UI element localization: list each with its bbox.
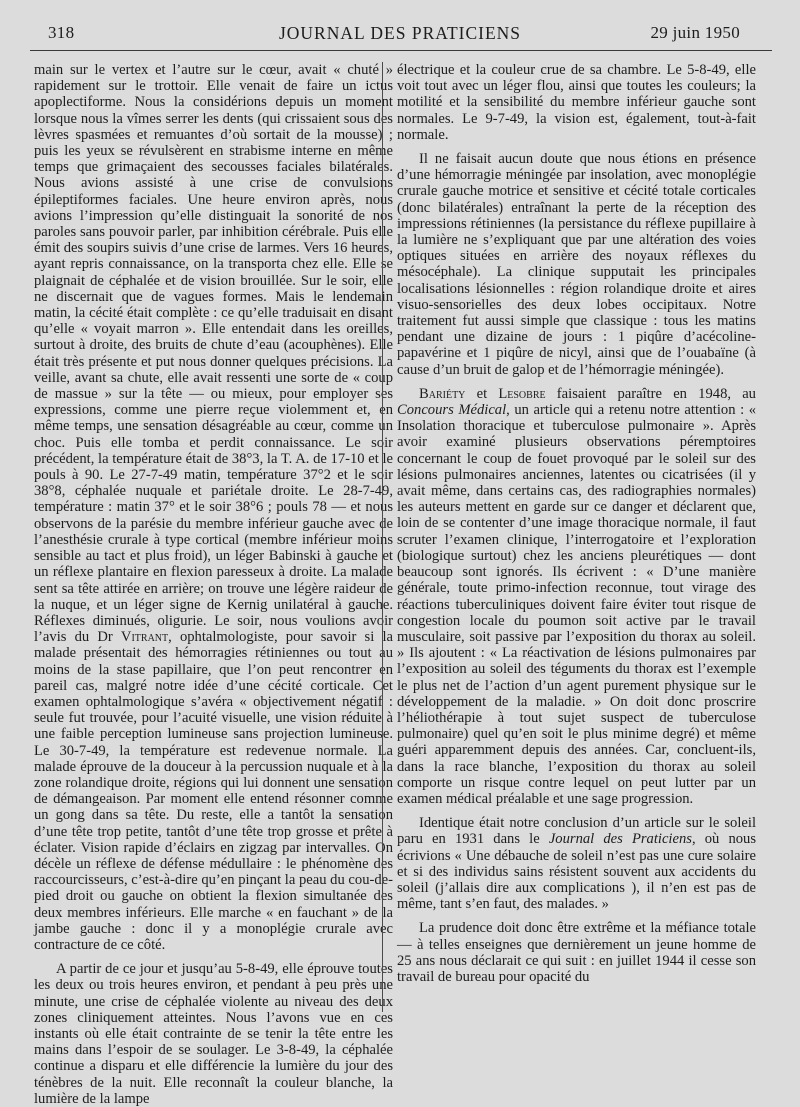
issue-date: 29 juin 1950 bbox=[650, 23, 740, 42]
right-p3-and: et bbox=[465, 385, 499, 402]
left-p1-text: main sur le vertex et l’autre sur le cœur, avait « chuté » rapidement sur le trottoir. Elle venait de faire un ictus apoplectiforme. Nous la considérions depuis un moment lorsque nous la vîmes serrer les dents (qui crissaient sous des lèvres spasmées et remuantes d’où sortait de la mousse) ; puis les yeux se révulsèrent en strabisme interne en même temps que grimaçaient des secousses faciales bilatérales. Nous avions assisté à une crise de convulsions épileptiformes faciales. Une heure environ après, nous avions l’impression qu’elle distinguait la sonorité de nos paroles sans pouvoir parler, par inhibition cérébrale. Puis elle émit des soupirs suivis d’une crise de larmes. Vers 16 heures, ayant repris connaissance, on la transporta chez elle. Elle se plaignait de céphalée et de vision brouillée. Sur le soir, elle ne discernait que de vagues formes. Mais le lendemain matin, la cécité était complète : ce qu’elle traduisait en disant qu’elle « voyait marron ». Elle entendait dans les oreilles, surtout à droite, des bruits de chute d’eau (acouphènes). Elle était très présente et put nous donner quelques précisions. La veille, avant sa chute, elle avait ressenti une sorte de « coup de massue » sur la tête — ou mieux, pour employer ses expressions, comme une pierre reçue violemment et, en même temps, une sensation désagréable au cœur, comme un choc. Puis elle tomba et perdit connaissance. Le soir précédent, la température était de 38°3, la T. A. de 17-10 et le pouls à 90. Le 27-7-49 matin, température 37°2 et le soir 38°8, céphalée nuquale et pariétale droite. Le 28-7-49, température : matin 37° et le soir 38°6 ; pouls 78 — et nous observons de la parésie du membre inférieur gauche avec de l’anesthésie crurale à type cortical (membre inférieur moins sensible au tact et plus froid), un léger Babinski à gauche et un réflexe plantaire en flexion paresseux à droite. La malade sent sa tête attirée en arrière; on trouve une légère raideur de la nuque, et un léger signe de Kernig unilatéral à gauche. Réflexes diminués, oligurie. Le soir, nous voulions avoir l’avis du Dr bbox=[34, 62, 393, 646]
right-p3-text-b: , un article qui a retenu notre attention : « Insolation thoracique et tuberculose pulmonaire ». Après avoir examiné plusieurs observations péremptoires concernant le coup de fouet provoqué par le soleil sur des lésions pulmonaires anciennes, latentes ou cicatrisées (il y avait même, dans certains cas, des radiographies normales) les auteurs mettent en garde sur ce danger et déclarent que, loin de se contenter d’une image thoracique normale, il faut scruter l’examen clinique, l’interrogatoire et l’exploration (biologique surtout) chez les anciens pleurétiques — dont beaucoup sont ignorés. Ils écrivent : « D’une manière générale, toute primo-infection reconnue, tout virage des réactions tuberculiniques doivent faire éviter tout risque de congestion locale du poumon soit active par le travail musculaire, soit passive par l’exposition du thorax au soleil. » Ils ajoutent : « La réactivation de lésions pulmonaires par l’exposition au soleil des téguments du thorax est l’exemple le plus net de l’action d’un agent purement physique sur le développement de la maladie. » On doit donc proscrire l’héliothérapie à tout sujet suspect de tuberculose pulmonaire) quel qu’en soit le plus minime degré) et même guéri apparemment depuis des années. Car, concluent-ils, dans la race blanche, l’exposition du thorax au soleil comporte un risque contre lequel on peut lutter par un examen médical préalable et une sage progression. bbox=[397, 402, 756, 807]
right-p3-text-a: faisaient paraître en 1948, au bbox=[545, 385, 756, 402]
right-paragraph-2: Il ne faisait aucun doute que nous étions en présence d’une hémorragie méningée par insolation, avec monoplégie crurale gauche motrice et sensitive et cécité totale corticales (donc bilatérales) entraînant la perte de la réception des impressions rétiniennes (la persistance du réflexe pupillaire à la lumière ne s’expliquant que par une altération des voies optiques situées en arrière des noyaux réflexes du mésocéphale). La clinique supputait les principales localisations lésionnelles : région rolandique droite et aires visuo-sensorielles des deux lobes occipitaux. Notre traitement fut aussi simple que classique : tous les matins pendant une dizaine de jours : 1 piqûre d’acécoline-papavérine et 1 piqûre de nicyl, ainsi que de l’ouabaïne (à cause d’un bruit de galop et de l’hémorragie méningée). bbox=[397, 151, 756, 378]
left-paragraph-2: A partir de ce jour et jusqu’au 5-8-49, elle éprouve toutes les deux ou trois heures environ, et pendant à peu près une minute, une crise de céphalée violente au niveau des deux zones cliniquement atteintes. Nous l’avons vue en ces instants où elle était contrainte de se tenir la tête entre les mains dans l’espoir de se soulager. Le 3-8-49, la céphalée continue a disparu et elle différencie la lumière du jour des ténèbres de la nuit. Elle reconnaît la couleur blanche, la lumière de la lampe bbox=[34, 961, 393, 1107]
author-name-lesobre: Lesobre bbox=[498, 385, 546, 402]
journal-title: JOURNAL DES PRATICIENS bbox=[278, 23, 522, 43]
left-p1-rest: , ophtalmologiste, pour savoir si la malade présentait des hémorragies rétiniennes ou tout au moins de la stase papillaire, que l’on peut rencontrer en pareil cas, malgré notre idée d’une cécité corticale. Cet examen ophtalmologique s’avéra « objectivement négatif : seule fut trouvée, pour l’acuité visuelle, une vision réduite à une faible perception lumineuse sans projection lumineuse. Le 30-7-49, la température est redevenue normale. La malade éprouve de la douceur à la percussion nuquale et à la zone rolandique droite, régions qui lui donnent une sensation de démangeaison. Par moment elle entend résonner comme un gong dans sa tête. Du reste, elle a tantôt la sensation d’une tête trop petite, tantôt d’une tête trop grosse et prête à éclater. Vision rapide d’éclairs en zigzag par intervalles. On décèle un réflexe de défense médullaire : le phénomène des raccourcisseurs, c’est-à-dire qu’en pinçant la peau du cou-de-pied droit ou gauche on obtient la flexion simultanée des deux membres inférieurs. Elle marche « en fauchant » de la jambe gauche : donc il y a monoplégie crurale avec contracture de ce côté. bbox=[34, 629, 393, 953]
right-paragraph-3 bbox=[397, 386, 756, 807]
right-paragraph-1: électrique et la couleur crue de sa chambre. Le 5-8-49, elle voit tout avec un léger flou, ainsi que toutes les couleurs; la motilité et la sensibilité du membre inférieur gauche sont normales. Le 9-7-49, la vision est, également, tout-à-fait normale. bbox=[397, 62, 756, 143]
author-name-vitrant: Vitrant bbox=[120, 629, 169, 646]
journal-ref-concours: Concours Médical bbox=[397, 402, 507, 419]
column-divider bbox=[382, 62, 383, 1012]
left-column bbox=[34, 62, 393, 1107]
journal-ref-praticiens: Journal des Praticiens bbox=[548, 831, 692, 848]
right-paragraph-4 bbox=[397, 815, 756, 912]
right-p4-text-b: , où nous écrivions « Une débauche de soleil n’est pas une cure solaire et si des individus sains résistent souvent aux accidents du soleil (j’allais dire aux complications ), il n’en est pas de même, tant s’en faut, des malades. » bbox=[397, 831, 757, 913]
right-paragraph-5: La prudence doit donc être extrême et la méfiance totale — à telles enseignes que dernièrement un jeune homme de 25 ans nous déclarait ce qui suit : en juillet 1944 il cesse son travail de bureau pour opacité du bbox=[397, 920, 756, 985]
right-column bbox=[397, 62, 756, 1017]
running-header bbox=[0, 20, 800, 50]
page-number: 318 bbox=[48, 23, 75, 42]
author-name-bariety: Bariéty bbox=[419, 385, 466, 402]
left-paragraph-1 bbox=[34, 62, 393, 953]
right-p4-text-a: Identique était notre conclusion d’un article sur le soleil paru en 1931 dans le bbox=[397, 815, 756, 848]
header-rule bbox=[30, 50, 772, 51]
